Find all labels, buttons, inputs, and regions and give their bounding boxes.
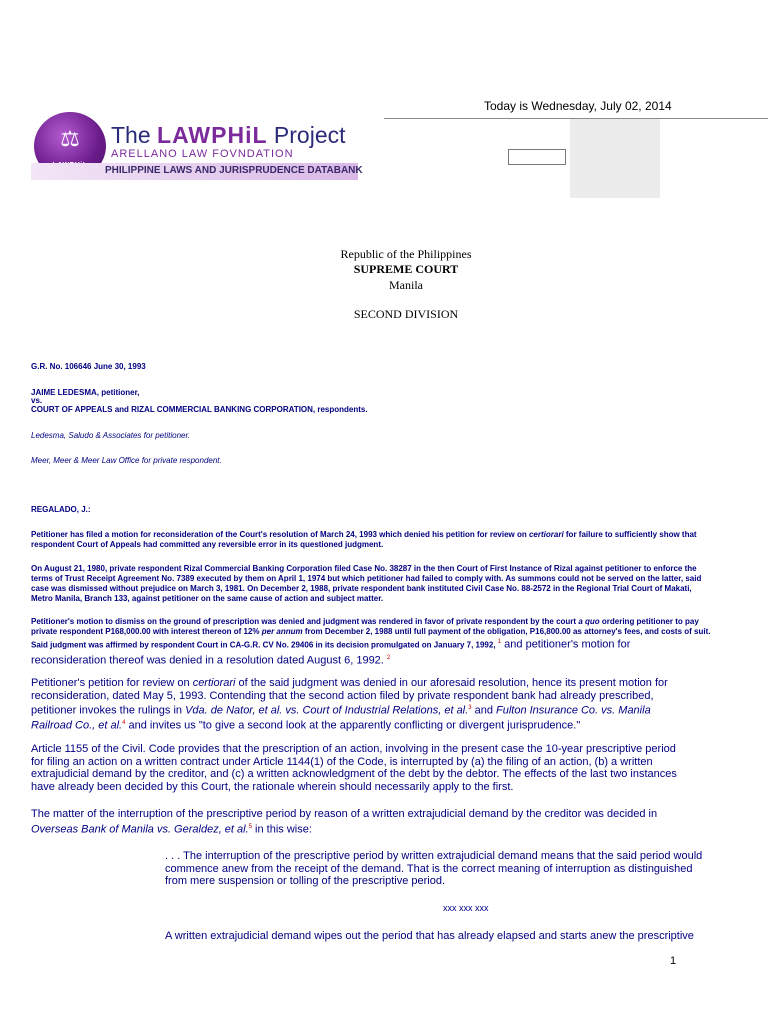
block-quote-1: . . . The interruption of the prescriptive period by written extrajudicial demand means that the said period would commence anew from the receipt of the demand. That is the correct meaning of interruption as distinguished from mere suspension or tolling of the prescriptive period. bbox=[165, 850, 703, 887]
footnote-link-5[interactable]: 5 bbox=[248, 823, 252, 830]
paragraph-3-continued: Said judgment was affirmed by respondent Court in CA-G.R. CV No. 29406 in its decision promulgated on January 7, 1992, $^1$ and petitioner's motion for reconsideration thereof was denied in a resolution dated August 6, 1992. $^2$ bbox=[31, 638, 631, 667]
paragraph-6: The matter of the interruption of the prescriptive period by reason of a written extrajudicial demand by the creditor was decided in Overseas Bank of Manila vs. Geraldez, et al.$^5$ in this wise: bbox=[31, 808, 658, 836]
scales-of-justice-icon: ⚖ bbox=[60, 126, 80, 151]
logo-band: PHILIPPINE LAWS AND JURISPRUDENCE DATABANK bbox=[31, 163, 358, 180]
omission-separator: xxx xxx xxx bbox=[443, 903, 489, 913]
footnote-link-1[interactable]: 1 bbox=[497, 639, 502, 645]
logo-subtitle: ARELLANO LAW FOVNDATION bbox=[111, 148, 294, 160]
court-heading: SUPREME COURT bbox=[353, 262, 459, 276]
respondents-line: COURT OF APPEALS and RIZAL COMMERCIAL BANKING CORPORATION, respondents. bbox=[31, 405, 368, 414]
city-heading: Manila bbox=[389, 278, 423, 292]
republic-heading: Republic of the Philippines bbox=[340, 247, 472, 261]
search-input[interactable] bbox=[508, 149, 566, 165]
division-heading: SECOND DIVISION bbox=[353, 307, 459, 321]
vs-line: vs. bbox=[31, 396, 43, 405]
date-banner: Today is Wednesday, July 02, 2014 bbox=[484, 99, 672, 113]
footnote-link-4[interactable]: 4 bbox=[122, 720, 126, 727]
paragraph-4: Petitioner's petition for review on certiorari of the said judgment was denied in our aforesaid resolution, hence its present motion for reconsideration, dated May 5, 1993. Contending that the second action filed by private respondent bank had already prescribed, petitioner invokes the rulings in Vda. de Nator, et al. vs. Court of Industrial Relations, et al.$^3$ and Fulton Insurance Co. vs. Manila Railroad Co., et al.$^4$ and invites us "to give a second look at the apparently conflicting or divergent jurisprudence." bbox=[31, 677, 668, 732]
footnote-link-3[interactable]: 3 bbox=[468, 705, 472, 711]
paragraph-2: On August 21, 1980, private respondent Rizal Commercial Banking Corporation filed Case No. 38287 in the then Court of First Instance of Rizal against petitioner to enforce the terms of Trust Receipt Agreement No. 7389 executed by them on April 1, 1974 but which petitioner had failed to comply with. As summons could not be served on the latter, said case was dismissed without prejudice on March 3, 1981. On December 2, 1988, private respondent bank instituted Civil Case No. 88-2572 in the Regional Trial Court of Makati, Metro Manila, Branch 133, against petitioner on the same cause of action and subject matter. bbox=[31, 564, 702, 603]
ad-placeholder bbox=[570, 119, 660, 198]
footnote-link-2[interactable]: 2 bbox=[386, 655, 391, 662]
paragraph-1: Petitioner has filed a motion for reconsideration of the Court's resolution of March 24, 1993 which denied his petition for review on certiorari for failure to sufficiently show that respondent Court of Appeals had committed any reversible error in its questioned judgment. bbox=[31, 530, 697, 549]
counsel-respondent: Meer, Meer & Meer Law Office for private respondent. bbox=[31, 456, 222, 465]
page-number: 1 bbox=[670, 955, 677, 967]
block-quote-2: A written extrajudicial demand wipes out the period that has already elapsed and starts anew the prescriptive bbox=[165, 930, 694, 942]
ponente: REGALADO, J.: bbox=[31, 505, 91, 514]
logo-title: The LAWPHiL Project bbox=[111, 122, 346, 148]
case-number: G.R. No. 106646 June 30, 1993 bbox=[31, 362, 146, 371]
lawphil-logo[interactable] bbox=[31, 112, 363, 180]
paragraph-3: Petitioner's motion to dismiss on the ground of prescription was denied and judgment was rendered in favor of private respondent by the court a quo ordering petitioner to pay private respondent P168,000.00 with interest thereon of 12% per annum from December 2, 1988 until full payment of the obligation, P16,800.00 as attorney's fees, and costs of suit. bbox=[31, 617, 711, 636]
counsel-petitioner: Ledesma, Saludo & Associates for petitioner. bbox=[31, 431, 191, 440]
petitioner-line: JAIME LEDESMA, petitioner, bbox=[31, 388, 140, 397]
paragraph-5: Article 1155 of the Civil. Code provides that the prescription of an action, involving in the present case the 10-year prescriptive period for filing an action on a written contract under Article 1144(1) of the Code, is interrupted by (a) the filing of an action, (b) a written extrajudicial demand by the creditor, and (c) a written acknowledgment of the debt by the debtor. The effects of the last two instances have already been decided by this Court, the rationale wherein should necessarily apply to the first. bbox=[31, 743, 677, 793]
